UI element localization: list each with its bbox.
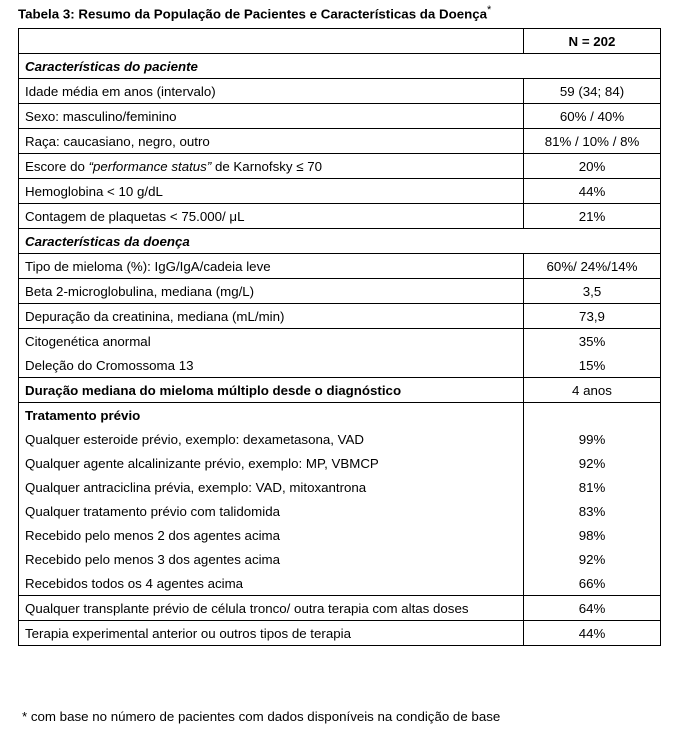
row-value: 21% <box>524 204 661 229</box>
row-label: Qualquer esteroide prévio, exemplo: dexametasona, VAD <box>19 427 524 451</box>
row-label: Idade média em anos (intervalo) <box>19 79 524 104</box>
row-value: 81% <box>524 475 661 499</box>
header-n: N = 202 <box>524 29 661 54</box>
treatment-title: Tratamento prévio <box>19 403 524 428</box>
table-row <box>19 571 661 596</box>
table-row <box>19 179 661 204</box>
row-label: Citogenética anormal <box>19 329 524 354</box>
table-row <box>19 129 661 154</box>
row-value: 98% <box>524 523 661 547</box>
row-label: Terapia experimental anterior ou outros tipos de terapia <box>19 621 524 646</box>
table-row <box>19 279 661 304</box>
row-label: Recebidos todos os 4 agentes acima <box>19 571 524 596</box>
row-label: Raça: caucasiano, negro, outro <box>19 129 524 154</box>
duration-row <box>19 378 661 403</box>
table-caption <box>18 4 491 21</box>
footnote: * com base no número de pacientes com dados disponíveis na condição de base <box>22 709 501 724</box>
table-row <box>19 523 661 547</box>
table-row <box>19 451 661 475</box>
table-row <box>19 427 661 451</box>
table-row <box>19 475 661 499</box>
row-label: Contagem de plaquetas < 75.000/ μL <box>19 204 524 229</box>
row-value: 81% / 10% / 8% <box>524 129 661 154</box>
row-value: 92% <box>524 547 661 571</box>
label-em: “performance status” <box>88 158 212 174</box>
row-value: 3,5 <box>524 279 661 304</box>
row-label: Tipo de mieloma (%): IgG/IgA/cadeia leve <box>19 254 524 279</box>
table-row <box>19 353 661 378</box>
duration-value: 4 anos <box>524 378 661 403</box>
row-value: 44% <box>524 179 661 204</box>
row-label: Qualquer tratamento prévio com talidomida <box>19 499 524 523</box>
row-value: 15% <box>524 353 661 378</box>
row-label: Qualquer antraciclina prévia, exemplo: VAD, mitoxantrona <box>19 475 524 499</box>
treatment-title-row <box>19 403 661 428</box>
section-disease: Características da doença <box>19 229 661 254</box>
caption-title: Tabela 3: Resumo da População de Pacientes e Características da Doença <box>18 6 488 22</box>
table-row <box>19 204 661 229</box>
duration-label: Duração mediana do mieloma múltiplo desde o diagnóstico <box>19 378 524 403</box>
row-value: 73,9 <box>524 304 661 329</box>
row-label: Sexo: masculino/feminino <box>19 104 524 129</box>
label-post: de Karnofsky ≤ 70 <box>211 158 323 174</box>
row-value: 66% <box>524 571 661 596</box>
row-label: Recebido pelo menos 2 dos agentes acima <box>19 523 524 547</box>
section-row <box>19 229 661 254</box>
row-value: 99% <box>524 427 661 451</box>
table-row <box>19 596 661 621</box>
row-label: Deleção do Cromossoma 13 <box>19 353 524 378</box>
row-value: 92% <box>524 451 661 475</box>
caption-mark: * <box>487 4 492 16</box>
section-patient: Características do paciente <box>19 54 661 79</box>
row-value: 83% <box>524 499 661 523</box>
table-row <box>19 154 661 179</box>
header-col1 <box>19 29 524 54</box>
table-row <box>19 304 661 329</box>
treatment-title-value <box>524 403 661 428</box>
row-label: Qualquer agente alcalinizante prévio, exemplo: MP, VBMCP <box>19 451 524 475</box>
summary-table <box>18 28 661 646</box>
section-row <box>19 54 661 79</box>
table-row <box>19 79 661 104</box>
row-label: Depuração da creatinina, mediana (mL/min) <box>19 304 524 329</box>
label-pre: Escore do <box>25 158 89 174</box>
table-row <box>19 547 661 571</box>
row-value: 44% <box>524 621 661 646</box>
row-label <box>19 154 524 179</box>
row-value: 60% / 40% <box>524 104 661 129</box>
row-label: Beta 2-microglobulina, mediana (mg/L) <box>19 279 524 304</box>
row-value: 35% <box>524 329 661 354</box>
header-row <box>19 29 661 54</box>
row-value: 20% <box>524 154 661 179</box>
table-row <box>19 621 661 646</box>
row-label: Recebido pelo menos 3 dos agentes acima <box>19 547 524 571</box>
row-label: Hemoglobina < 10 g/dL <box>19 179 524 204</box>
row-value: 60%/ 24%/14% <box>524 254 661 279</box>
row-label: Qualquer transplante prévio de célula tronco/ outra terapia com altas doses <box>19 596 524 621</box>
row-value: 59 (34; 84) <box>524 79 661 104</box>
row-value: 64% <box>524 596 661 621</box>
table-row <box>19 329 661 354</box>
table-row <box>19 104 661 129</box>
table-row <box>19 254 661 279</box>
table-row <box>19 499 661 523</box>
